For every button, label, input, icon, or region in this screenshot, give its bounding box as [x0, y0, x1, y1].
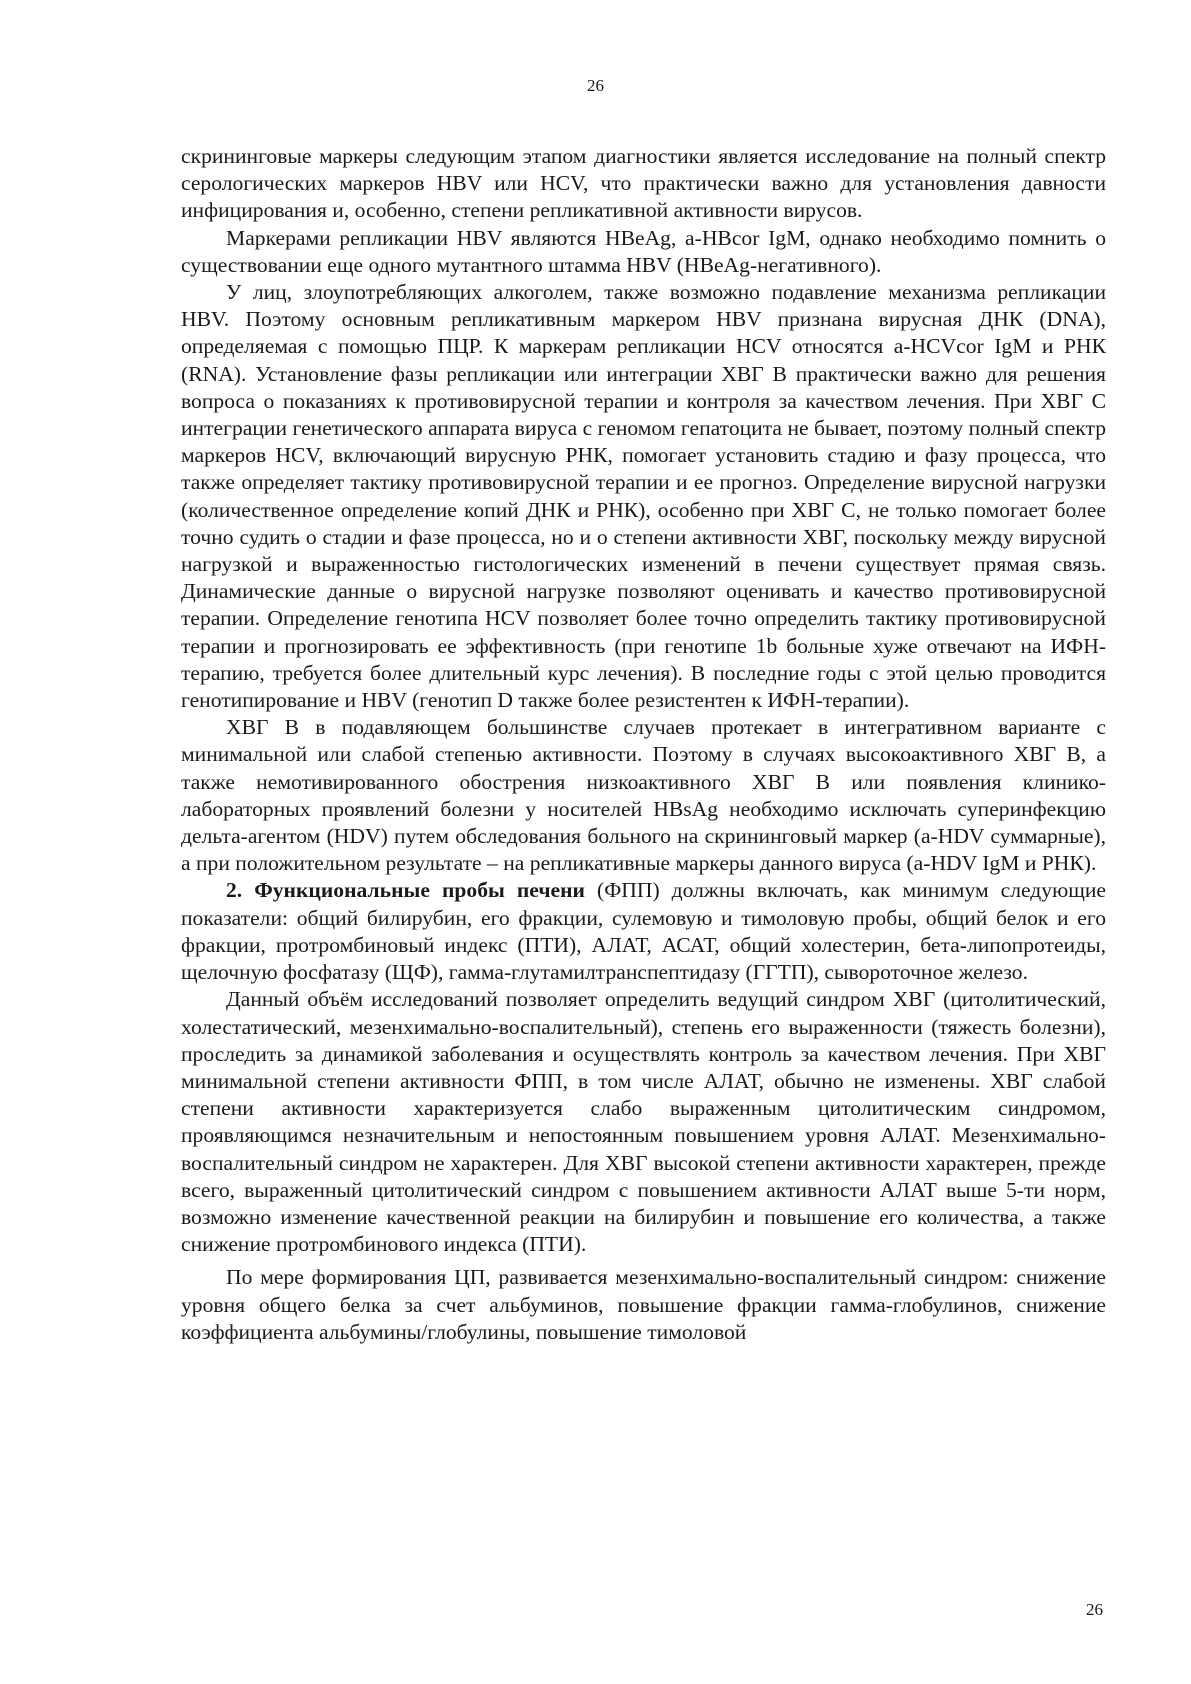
paragraph-6: Данный объём исследований позволяет определить ведущий синдром ХВГ (цитолитический, холестатический, мезенхимально-воспалительный), степень его выраженности (тяжесть болезни), проследить за динамикой заболевания и осуществлять контроль за качеством лечения. При ХВГ минимальной степени активности ФПП, в том числе АЛАТ, обычно не изменены. ХВГ слабой степени активности характеризуется слабо выраженным цитолитическим синдромом, проявляющимся незначительным и непостоянным повышением уровня АЛАТ. Мезенхимально-воспалительный синдром не характерен. Для ХВГ высокой степени активности характерен, прежде всего, выраженный цитолитический синдром с повышением активности АЛАТ выше 5-ти норм, возможно изменение качественной реакции на билирубин и повышение его количества, а также снижение протромбинового индекса (ПТИ). [181, 987, 1106, 1257]
document-body [181, 143, 1106, 1346]
paragraph-7: По мере формирования ЦП, развивается мезенхимально-воспалительный синдром: снижение уровня общего белка за счет альбуминов, повышение фракции гамма-глобулинов, снижение коэффициента альбумины/глобулины, повышение тимоловой [181, 1265, 1106, 1344]
paragraph-5-text: (ФПП) должны включать, как минимум следующие показатели: общий билирубин, его фракции, сулемовую и тимоловую пробы, общий белок и его фракции, протромбиновый индекс (ПТИ), АЛАТ, АСАТ, общий холестерин, бета-липопротеиды, щелочную фосфатазу (ЩФ), гамма-глутамилтранспептидазу (ГГТП), сывороточное железо. [181, 878, 1106, 985]
paragraph-2: Маркерами репликации HBV являются HBeAg, a-HBcor IgM, однако необходимо помнить о существовании еще одного мутантного штамма HBV (HBeAg-негативного). [181, 225, 1106, 277]
paragraph-1: скрининговые маркеры следующим этапом диагностики является исследование на полный спектр серологических маркеров HBV или HCV, что практически важно для установления давности инфицирования и, особенно, степени репликативной активности вирусов. [181, 144, 1106, 223]
paragraph-3: У лиц, злоупотребляющих алкоголем, также возможно подавление механизма репликации HBV. Поэтому основным репликативным маркером HBV признана вирусная ДНК (DNA), определяемая с помощью ПЦР. К маркерам репликации HCV относятся a-HCVcor IgM и РНК (RNA). Установление фазы репликации или интеграции ХВГ В практически важно для решения вопроса о показаниях к противовирусной терапии и контроля за качеством лечения. При ХВГ С интеграции генетического аппарата вируса с геномом гепатоцита не бывает, поэтому полный спектр маркеров HCV, включающий вирусную РНК, помогает установить стадию и фазу процесса, что также определяет тактику противовирусной терапии и ее прогноз. Определение вирусной нагрузки (количественное определение копий ДНК и РНК), особенно при ХВГ С, не только помогает более точно судить о стадии и фазе процесса, но и о степени активности ХВГ, поскольку между вирусной нагрузкой и выраженностью гистологических изменений в печени существует прямая связь. Динамические данные о вирусной нагрузке позволяют оценивать и качество противовирусной терапии. Определение генотипа HCV позволяет более точно определить тактику противовирусной терапии и прогнозировать ее эффективность (при генотипе 1b больные хуже отвечают на ИФН-терапию, требуется более длительный курс лечения). В последние годы с этой целью проводится генотипирование и HBV (генотип D также более резистентен к ИФН-терапии). [181, 280, 1106, 713]
paragraph-4: ХВГ В в подавляющем большинстве случаев протекает в интегративном варианте с минимальной или слабой степенью активности. Поэтому в случаях высокоактивного ХВГ В, а также немотивированного обострения низкоактивного ХВГ В или появления клинико-лабораторных проявлений болезни у носителей HBsAg необходимо исключать суперинфекцию дельта-агентом (HDV) путем обследования больного на скрининговый маркер (a-HDV суммарные), а при положительном результате – на репликативные маркеры данного вируса (a-HDV IgM и РНК). [181, 715, 1106, 876]
page-number-bottom: 26 [1086, 1600, 1103, 1619]
paragraph-5 [181, 877, 1106, 986]
page-number-top: 26 [587, 76, 604, 95]
section-heading: 2. Функциональные пробы печени [226, 878, 585, 903]
